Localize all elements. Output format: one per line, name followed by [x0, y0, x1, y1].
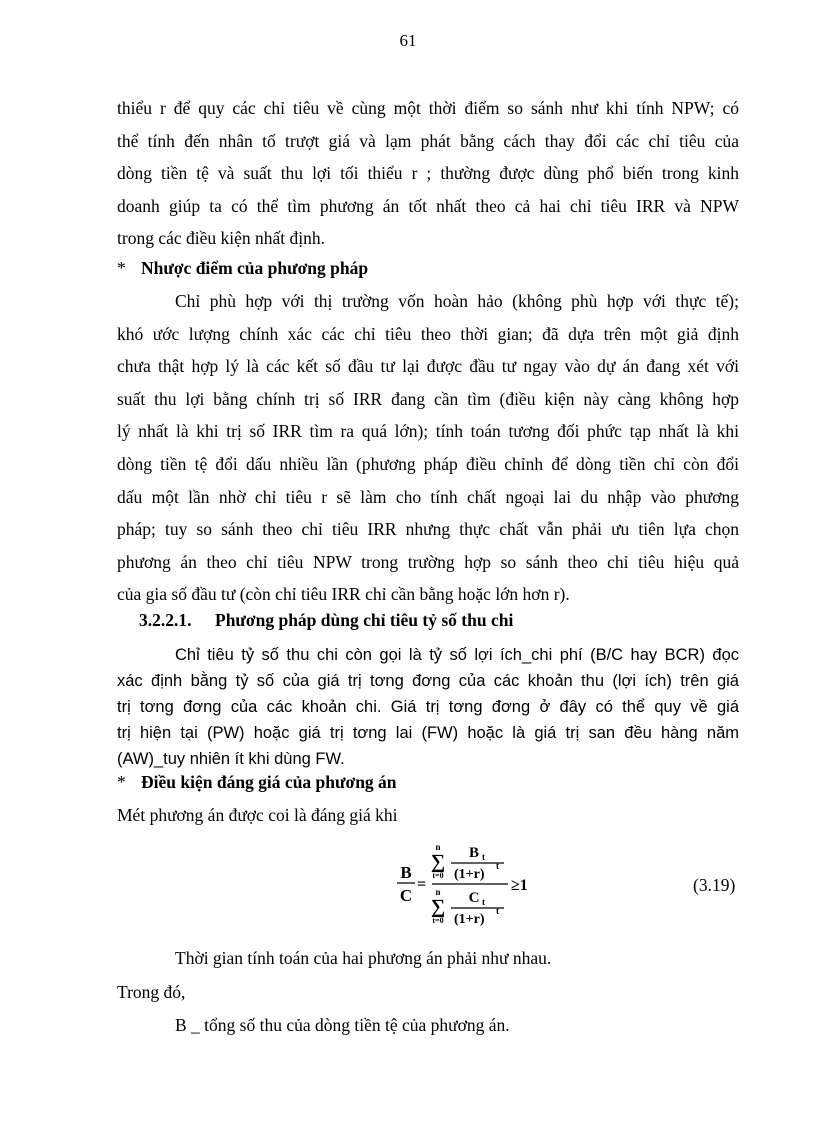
paragraph-disadvantages	[117, 285, 739, 611]
heading-text: Điều kiện đáng giá của phương án	[141, 772, 397, 792]
bcr-formula	[396, 838, 546, 928]
text-line: trong các điều kiện nhất định.	[117, 228, 325, 249]
text-line: pháp; tuy so sánh theo chỉ tiêu IRR nhưng thực chất vẫn phải ưu tiên lựa chọn	[117, 519, 739, 540]
text-line: thiểu r để quy các chỉ tiêu về cùng một thời điểm so sánh như khi tính NPW; có	[117, 98, 739, 118]
where-label: Trong đó,	[117, 982, 186, 1002]
formula-sum-symbol-upper: ∑	[430, 851, 446, 873]
heading-condition	[117, 772, 397, 793]
text-line: (AW)_tuy nhiên ít khi dùng FW.	[117, 750, 345, 768]
condition-intro: Mét phương án được coi là đáng giá khi	[117, 805, 398, 825]
formula-sum-top-upper: n	[435, 842, 441, 852]
paragraph-advantages-end	[117, 92, 739, 255]
bullet-star: *	[117, 772, 126, 792]
formula-sum-symbol-lower: ∑	[430, 896, 446, 918]
formula-equals: =	[417, 876, 427, 893]
text-line: dòng tiền tệ đổi dấu nhiều lần (phương pháp điều chỉnh để dòng tiền chỉ còn đổi	[117, 453, 739, 474]
formula-ge-one: ≥1	[511, 877, 528, 894]
formula-superscript-t: t	[496, 861, 499, 871]
formula-sum-bottom-lower: t=0	[432, 916, 444, 925]
definition-B: B _ tổng số thu của dòng tiền tệ của phương án.	[175, 1015, 510, 1035]
section-heading	[139, 610, 513, 631]
text-line: của gia số đầu tư (còn chỉ tiêu IRR chỉ cần bằng hoặc lớn hơn r).	[117, 584, 570, 605]
section-title: Phương pháp dùng chỉ tiêu tỷ số thu chi	[215, 610, 514, 630]
text-line: Chỉ tiêu tỷ số thu chi còn gọi là tỷ số lợi ích_chi phí (B/C hay BCR) đọc	[175, 646, 739, 664]
section-number: 3.2.2.1.	[139, 610, 192, 630]
text-line: trị tơng đơng của các khoản chi. Giá trị tơng đơng ở đây có thể quy về giá	[117, 698, 739, 716]
formula-denominator-lower: (1+r)	[454, 912, 485, 927]
text-line: phương án theo chỉ tiêu NPW trong trường hợp so sánh theo chỉ tiêu hiệu quả	[117, 551, 739, 572]
heading-disadvantages	[117, 258, 368, 279]
formula-lhs-numerator: B	[400, 863, 412, 882]
paragraph-bcr-definition	[117, 642, 739, 772]
text-line: lý nhất là khi trị số IRR tìm ra quá lớn); tính toán tương đối phức tạp nhất là khi	[117, 421, 739, 442]
note-time: Thời gian tính toán của hai phương án phải như nhau.	[175, 948, 552, 968]
text-line: doanh giúp ta có thể tìm phương án tốt nhất theo cả hai chỉ tiêu IRR và NPW	[117, 195, 739, 216]
formula-subscript-t: t	[482, 897, 485, 907]
formula-superscript-t: t	[496, 906, 499, 916]
text-line: Chỉ phù hợp với thị trường vốn hoàn hảo (không phù hợp với thực tế);	[175, 291, 739, 311]
formula-denominator-upper: (1+r)	[454, 867, 485, 882]
formula-sum-bottom-upper: t=0	[432, 871, 444, 880]
text-line: thể tính đến nhân tố trượt giá và lạm phát bằng cách thay đổi các chỉ tiêu của	[117, 130, 739, 151]
formula-numerator-B: B	[468, 845, 480, 861]
text-line: xác định bằng tỷ số của giá trị tơng đơng của các khoản thu (lợi ích) trên giá	[117, 672, 739, 690]
formula-lhs-denominator: C	[399, 886, 413, 905]
equation-number: (3.19)	[693, 875, 736, 895]
text-line: dấu một lần nhờ chỉ tiêu r sẽ làm cho tính chất ngoại lai du nhập vào phương	[117, 486, 739, 507]
heading-text: Nhược điểm của phương pháp	[141, 258, 369, 278]
page-number: 61	[399, 31, 417, 50]
bullet-star: *	[117, 258, 126, 278]
text-line: dòng tiền tệ và suất thu lợi tối thiểu r ; thường được dùng phổ biến trong kinh	[117, 163, 739, 184]
text-line: suất thu lợi bằng chính trị số IRR đang cần tìm (điều kiện này càng không hợp	[117, 388, 739, 409]
text-line: trị hiện tại (PW) hoặc giá trị tơng lai (FW) hoặc là giá trị san đều hàng năm	[117, 724, 739, 742]
text-line: khó ước lượng chính xác các chỉ tiêu theo thời gian; đã dựa trên một giả định	[117, 323, 739, 344]
text-line: chưa thật hợp lý là các kết số đầu tư lại được đầu tư ngay vào dự án đang xét với	[117, 356, 739, 377]
formula-numerator-C: C	[468, 890, 480, 906]
formula-sum-top-lower: n	[435, 887, 441, 897]
formula-subscript-t: t	[482, 852, 485, 862]
